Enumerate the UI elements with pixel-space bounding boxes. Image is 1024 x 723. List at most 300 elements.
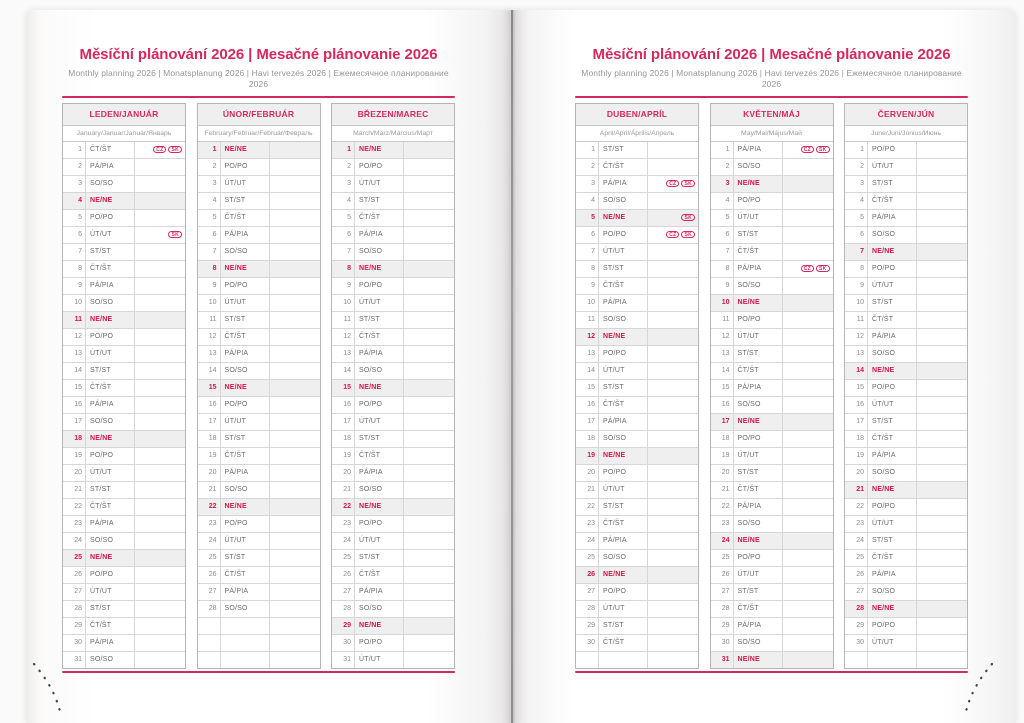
notes-cell	[135, 618, 185, 634]
day-number-cell: 17	[845, 414, 868, 430]
notes-cell	[783, 414, 833, 430]
day-abbrev-cell	[221, 652, 270, 668]
day-abbrev-cell	[221, 635, 270, 651]
day-row	[845, 635, 967, 652]
day-row	[576, 533, 698, 550]
notes-cell	[270, 295, 320, 311]
day-number-cell: 11	[711, 312, 734, 328]
day-row	[845, 482, 967, 499]
notes-cell	[404, 312, 454, 328]
day-abbrev-cell: SO/SO	[734, 159, 783, 175]
notes-cell	[135, 227, 185, 243]
day-number-cell: 1	[576, 142, 599, 158]
day-number-cell: 3	[332, 176, 355, 192]
day-number-cell: 30	[332, 635, 355, 651]
day-row	[711, 601, 833, 618]
notes-cell	[648, 329, 698, 345]
day-abbrev-cell: ÚT/UT	[221, 414, 270, 430]
month-subtitle: May/Mai/Május/Май	[711, 126, 833, 142]
day-row	[63, 261, 185, 278]
day-row	[198, 210, 320, 227]
notes-cell	[270, 499, 320, 515]
day-row	[845, 601, 967, 618]
day-number-cell: 16	[198, 397, 221, 413]
day-number-cell: 7	[198, 244, 221, 260]
day-abbrev-cell: PÁ/PIA	[221, 346, 270, 362]
day-abbrev-cell: PÁ/PIA	[86, 635, 135, 651]
notes-cell	[270, 601, 320, 617]
day-abbrev-cell: PÁ/PIA	[734, 261, 783, 277]
day-number-cell: 14	[845, 363, 868, 379]
day-row	[63, 193, 185, 210]
notes-cell	[270, 312, 320, 328]
notes-cell	[783, 329, 833, 345]
day-abbrev-cell: ÚT/UT	[86, 584, 135, 600]
day-abbrev-cell: ÚT/UT	[86, 465, 135, 481]
notes-cell	[917, 244, 967, 260]
notes-cell	[135, 550, 185, 566]
day-row	[198, 380, 320, 397]
day-abbrev-cell: PÁ/PIA	[599, 414, 648, 430]
day-row	[576, 567, 698, 584]
day-abbrev-cell: NE/NE	[86, 431, 135, 447]
day-abbrev-cell: PÁ/PIA	[86, 278, 135, 294]
day-abbrev-cell: ÚT/UT	[355, 652, 404, 668]
month-name: BŘEZEN/MAREC	[332, 104, 454, 126]
day-row	[711, 652, 833, 668]
day-row	[711, 550, 833, 567]
month-table	[844, 103, 968, 669]
day-abbrev-cell: ÚT/UT	[734, 448, 783, 464]
day-row	[711, 567, 833, 584]
day-abbrev-cell: ST/ST	[86, 244, 135, 260]
day-row	[63, 380, 185, 397]
day-number-cell: 2	[711, 159, 734, 175]
day-abbrev-cell: ST/ST	[599, 499, 648, 515]
empty-row	[576, 652, 698, 668]
notes-cell	[648, 380, 698, 396]
day-number-cell: 26	[711, 567, 734, 583]
day-row	[711, 618, 833, 635]
day-row	[576, 550, 698, 567]
day-row	[63, 499, 185, 516]
day-number-cell: 10	[845, 295, 868, 311]
day-number-cell: 11	[198, 312, 221, 328]
day-row	[576, 380, 698, 397]
day-row	[198, 227, 320, 244]
day-row	[332, 176, 454, 193]
day-abbrev-cell: SO/SO	[599, 431, 648, 447]
holiday-badge-sk: SK	[681, 180, 695, 187]
notes-cell	[135, 635, 185, 651]
day-number-cell: 15	[198, 380, 221, 396]
day-row	[711, 227, 833, 244]
day-row	[63, 465, 185, 482]
day-number-cell: 24	[576, 533, 599, 549]
day-row	[845, 550, 967, 567]
day-abbrev-cell: NE/NE	[355, 142, 404, 158]
day-number-cell: 24	[332, 533, 355, 549]
day-abbrev-cell: PÁ/PIA	[734, 618, 783, 634]
day-abbrev-cell: SO/SO	[355, 601, 404, 617]
day-row	[63, 244, 185, 261]
day-number-cell: 2	[576, 159, 599, 175]
day-number-cell: 15	[332, 380, 355, 396]
day-row	[845, 261, 967, 278]
day-number-cell: 17	[198, 414, 221, 430]
day-abbrev-cell: PO/PO	[868, 142, 917, 158]
day-row	[845, 567, 967, 584]
day-abbrev-cell: ÚT/UT	[599, 482, 648, 498]
notes-cell	[404, 244, 454, 260]
notes-cell	[135, 312, 185, 328]
day-abbrev-cell: PÁ/PIA	[355, 346, 404, 362]
day-row	[63, 295, 185, 312]
day-number-cell: 8	[63, 261, 86, 277]
notes-cell	[270, 346, 320, 362]
day-number-cell: 5	[332, 210, 355, 226]
day-row	[711, 431, 833, 448]
day-abbrev-cell: ST/ST	[355, 312, 404, 328]
notes-cell	[648, 550, 698, 566]
notes-cell	[917, 363, 967, 379]
day-row	[711, 346, 833, 363]
day-abbrev-cell: ST/ST	[86, 482, 135, 498]
notes-cell	[917, 482, 967, 498]
day-abbrev-cell: PÁ/PIA	[86, 159, 135, 175]
day-number-cell: 29	[332, 618, 355, 634]
day-row	[63, 516, 185, 533]
notes-cell	[648, 244, 698, 260]
day-number-cell: 29	[576, 618, 599, 634]
notes-cell	[404, 414, 454, 430]
notes-cell	[270, 414, 320, 430]
notes-cell	[783, 295, 833, 311]
day-row	[332, 244, 454, 261]
day-row	[576, 176, 698, 193]
notes-cell	[783, 635, 833, 651]
day-number-cell: 14	[198, 363, 221, 379]
day-abbrev-cell: PO/PO	[868, 261, 917, 277]
day-number-cell: 19	[332, 448, 355, 464]
day-number-cell: 26	[198, 567, 221, 583]
day-row	[711, 244, 833, 261]
notes-cell	[404, 431, 454, 447]
day-number-cell: 15	[63, 380, 86, 396]
day-number-cell: 1	[332, 142, 355, 158]
day-row	[198, 142, 320, 159]
notes-cell	[404, 346, 454, 362]
notes-cell	[270, 533, 320, 549]
day-abbrev-cell: PÁ/PIA	[599, 295, 648, 311]
day-number-cell: 20	[332, 465, 355, 481]
day-number-cell: 30	[63, 635, 86, 651]
day-abbrev-cell: ÚT/UT	[868, 278, 917, 294]
day-number-cell: 23	[332, 516, 355, 532]
day-abbrev-cell: NE/NE	[355, 499, 404, 515]
day-number-cell: 20	[845, 465, 868, 481]
month-tables-right	[575, 103, 968, 669]
day-abbrev-cell: PO/PO	[355, 397, 404, 413]
day-number-cell: 27	[576, 584, 599, 600]
day-number-cell: 18	[845, 431, 868, 447]
day-number-cell: 25	[711, 550, 734, 566]
day-abbrev-cell: ČT/ŠT	[868, 550, 917, 566]
day-number-cell: 22	[845, 499, 868, 515]
holiday-badge-cz: CZ	[666, 231, 679, 238]
notes-cell	[648, 397, 698, 413]
day-row	[198, 397, 320, 414]
day-row	[576, 482, 698, 499]
holiday-badge-sk: SK	[168, 231, 182, 238]
day-abbrev-cell: PÁ/PIA	[221, 227, 270, 243]
day-number-cell: 9	[332, 278, 355, 294]
notes-cell	[404, 329, 454, 345]
day-number-cell: 29	[711, 618, 734, 634]
day-row	[711, 533, 833, 550]
notes-cell	[917, 567, 967, 583]
notes-cell	[917, 142, 967, 158]
day-abbrev-cell: PÁ/PIA	[599, 533, 648, 549]
day-abbrev-cell: ČT/ŠT	[221, 210, 270, 226]
day-number-cell: 15	[711, 380, 734, 396]
day-abbrev-cell: ÚT/UT	[868, 159, 917, 175]
day-row	[332, 261, 454, 278]
day-row	[63, 652, 185, 668]
day-row	[332, 448, 454, 465]
day-number-cell: 12	[198, 329, 221, 345]
day-row	[198, 295, 320, 312]
day-row	[332, 516, 454, 533]
day-number-cell: 16	[63, 397, 86, 413]
day-abbrev-cell: PO/PO	[86, 567, 135, 583]
day-abbrev-cell: ÚT/UT	[355, 295, 404, 311]
day-number-cell: 20	[198, 465, 221, 481]
notes-cell	[404, 584, 454, 600]
day-row	[845, 346, 967, 363]
day-row	[845, 380, 967, 397]
day-number-cell: 11	[576, 312, 599, 328]
day-number-cell: 23	[711, 516, 734, 532]
notes-cell	[135, 176, 185, 192]
day-number-cell: 10	[63, 295, 86, 311]
day-row	[845, 159, 967, 176]
notes-cell	[135, 584, 185, 600]
day-abbrev-cell: SO/SO	[868, 227, 917, 243]
day-abbrev-cell: ST/ST	[599, 261, 648, 277]
day-abbrev-cell: ST/ST	[734, 584, 783, 600]
notes-cell	[270, 431, 320, 447]
page-subtitle: Monthly planning 2026 | Monatsplanung 2026 | Havi tervezés 2026 | Ежемесячное планирование 2026	[581, 68, 962, 89]
day-abbrev-cell: ÚT/UT	[86, 227, 135, 243]
day-number-cell: 28	[198, 601, 221, 617]
notes-cell	[135, 142, 185, 158]
notes-cell	[783, 584, 833, 600]
notes-cell	[648, 567, 698, 583]
day-abbrev-cell: ST/ST	[599, 380, 648, 396]
day-number-cell: 8	[845, 261, 868, 277]
day-abbrev-cell: ÚT/UT	[868, 397, 917, 413]
day-abbrev-cell: SO/SO	[734, 516, 783, 532]
notes-cell	[917, 652, 967, 668]
day-abbrev-cell: ÚT/UT	[734, 329, 783, 345]
day-row	[198, 414, 320, 431]
holiday-badge-sk: SK	[816, 146, 830, 153]
day-row	[332, 652, 454, 668]
day-number-cell: 13	[711, 346, 734, 362]
day-row	[711, 176, 833, 193]
day-abbrev-cell: ST/ST	[734, 227, 783, 243]
day-number-cell: 8	[576, 261, 599, 277]
day-row	[63, 635, 185, 652]
day-number-cell: 7	[711, 244, 734, 260]
notes-cell	[648, 193, 698, 209]
day-abbrev-cell: PO/PO	[221, 278, 270, 294]
day-abbrev-cell: ČT/ŠT	[355, 210, 404, 226]
day-abbrev-cell: ÚT/UT	[221, 533, 270, 549]
day-abbrev-cell: PÁ/PIA	[599, 176, 648, 192]
day-number-cell: 5	[576, 210, 599, 226]
day-number-cell: 6	[711, 227, 734, 243]
day-number-cell: 16	[576, 397, 599, 413]
day-abbrev-cell: NE/NE	[734, 533, 783, 549]
day-number-cell: 28	[845, 601, 868, 617]
notes-cell	[135, 414, 185, 430]
notes-cell	[135, 482, 185, 498]
day-row	[845, 516, 967, 533]
day-row	[63, 397, 185, 414]
day-abbrev-cell: PÁ/PIA	[355, 227, 404, 243]
day-abbrev-cell: NE/NE	[868, 244, 917, 260]
day-number-cell: 17	[63, 414, 86, 430]
day-number-cell: 4	[332, 193, 355, 209]
day-row	[198, 312, 320, 329]
notes-cell	[270, 363, 320, 379]
day-row	[332, 499, 454, 516]
day-number-cell: 2	[332, 159, 355, 175]
day-abbrev-cell: SO/SO	[355, 482, 404, 498]
day-number-cell	[845, 652, 868, 668]
day-row	[332, 278, 454, 295]
notes-cell	[648, 414, 698, 430]
day-row	[332, 312, 454, 329]
day-number-cell: 7	[576, 244, 599, 260]
day-number-cell: 13	[576, 346, 599, 362]
page-title: Měsíční plánování 2026 | Mesačné plánovanie 2026	[592, 46, 951, 63]
notes-cell	[783, 482, 833, 498]
notes-cell	[270, 448, 320, 464]
notes-cell	[917, 448, 967, 464]
day-abbrev-cell	[221, 618, 270, 634]
day-row	[576, 295, 698, 312]
day-abbrev-cell: PÁ/PIA	[355, 465, 404, 481]
notes-cell	[270, 397, 320, 413]
day-number-cell: 8	[711, 261, 734, 277]
day-abbrev-cell: PÁ/PIA	[734, 380, 783, 396]
day-number-cell: 25	[576, 550, 599, 566]
month-table	[575, 103, 699, 669]
day-number-cell: 9	[845, 278, 868, 294]
day-row	[63, 448, 185, 465]
day-abbrev-cell: SO/SO	[599, 550, 648, 566]
day-row	[576, 142, 698, 159]
day-number-cell: 16	[711, 397, 734, 413]
day-number-cell: 12	[576, 329, 599, 345]
day-abbrev-cell: SO/SO	[355, 244, 404, 260]
day-number-cell: 16	[332, 397, 355, 413]
day-number-cell: 28	[711, 601, 734, 617]
notes-cell	[648, 227, 698, 243]
day-row	[845, 329, 967, 346]
notes-cell	[135, 601, 185, 617]
notes-cell	[270, 380, 320, 396]
day-abbrev-cell: PO/PO	[221, 516, 270, 532]
day-number-cell: 18	[198, 431, 221, 447]
notes-cell	[404, 227, 454, 243]
day-number-cell: 28	[332, 601, 355, 617]
day-row	[576, 210, 698, 227]
day-row	[332, 142, 454, 159]
notes-cell	[917, 159, 967, 175]
notes-cell	[135, 363, 185, 379]
notes-cell	[917, 329, 967, 345]
day-abbrev-cell: PÁ/PIA	[86, 516, 135, 532]
month-subtitle: January/Januar/Január/Январь	[63, 126, 185, 142]
day-number-cell: 11	[63, 312, 86, 328]
notes-cell	[783, 601, 833, 617]
day-number-cell: 2	[845, 159, 868, 175]
day-abbrev-cell: ÚT/UT	[868, 635, 917, 651]
notes-cell	[135, 244, 185, 260]
month-table	[197, 103, 321, 669]
notes-cell	[783, 227, 833, 243]
day-row	[711, 448, 833, 465]
day-abbrev-cell: PÁ/PIA	[868, 210, 917, 226]
day-number-cell	[198, 652, 221, 668]
day-number-cell: 27	[332, 584, 355, 600]
day-row	[332, 635, 454, 652]
day-number-cell: 4	[576, 193, 599, 209]
day-number-cell: 31	[63, 652, 86, 668]
notes-cell	[648, 431, 698, 447]
day-number-cell: 22	[198, 499, 221, 515]
notes-cell	[917, 312, 967, 328]
day-row	[332, 227, 454, 244]
day-abbrev-cell: NE/NE	[355, 380, 404, 396]
day-row	[576, 397, 698, 414]
day-abbrev-cell: NE/NE	[86, 193, 135, 209]
day-row	[576, 516, 698, 533]
day-abbrev-cell: ÚT/UT	[86, 346, 135, 362]
day-number-cell: 28	[63, 601, 86, 617]
day-row	[332, 363, 454, 380]
notes-cell	[270, 635, 320, 651]
notes-cell	[783, 380, 833, 396]
notes-cell	[135, 278, 185, 294]
day-row	[711, 142, 833, 159]
notes-cell	[404, 142, 454, 158]
notes-cell	[917, 584, 967, 600]
day-abbrev-cell: ČT/ŠT	[86, 142, 135, 158]
day-row	[576, 414, 698, 431]
day-abbrev-cell: ST/ST	[221, 550, 270, 566]
day-row	[711, 329, 833, 346]
day-abbrev-cell: ČT/ŠT	[734, 363, 783, 379]
day-number-cell: 15	[576, 380, 599, 396]
day-number-cell: 14	[332, 363, 355, 379]
day-row	[711, 295, 833, 312]
day-number-cell: 18	[711, 431, 734, 447]
